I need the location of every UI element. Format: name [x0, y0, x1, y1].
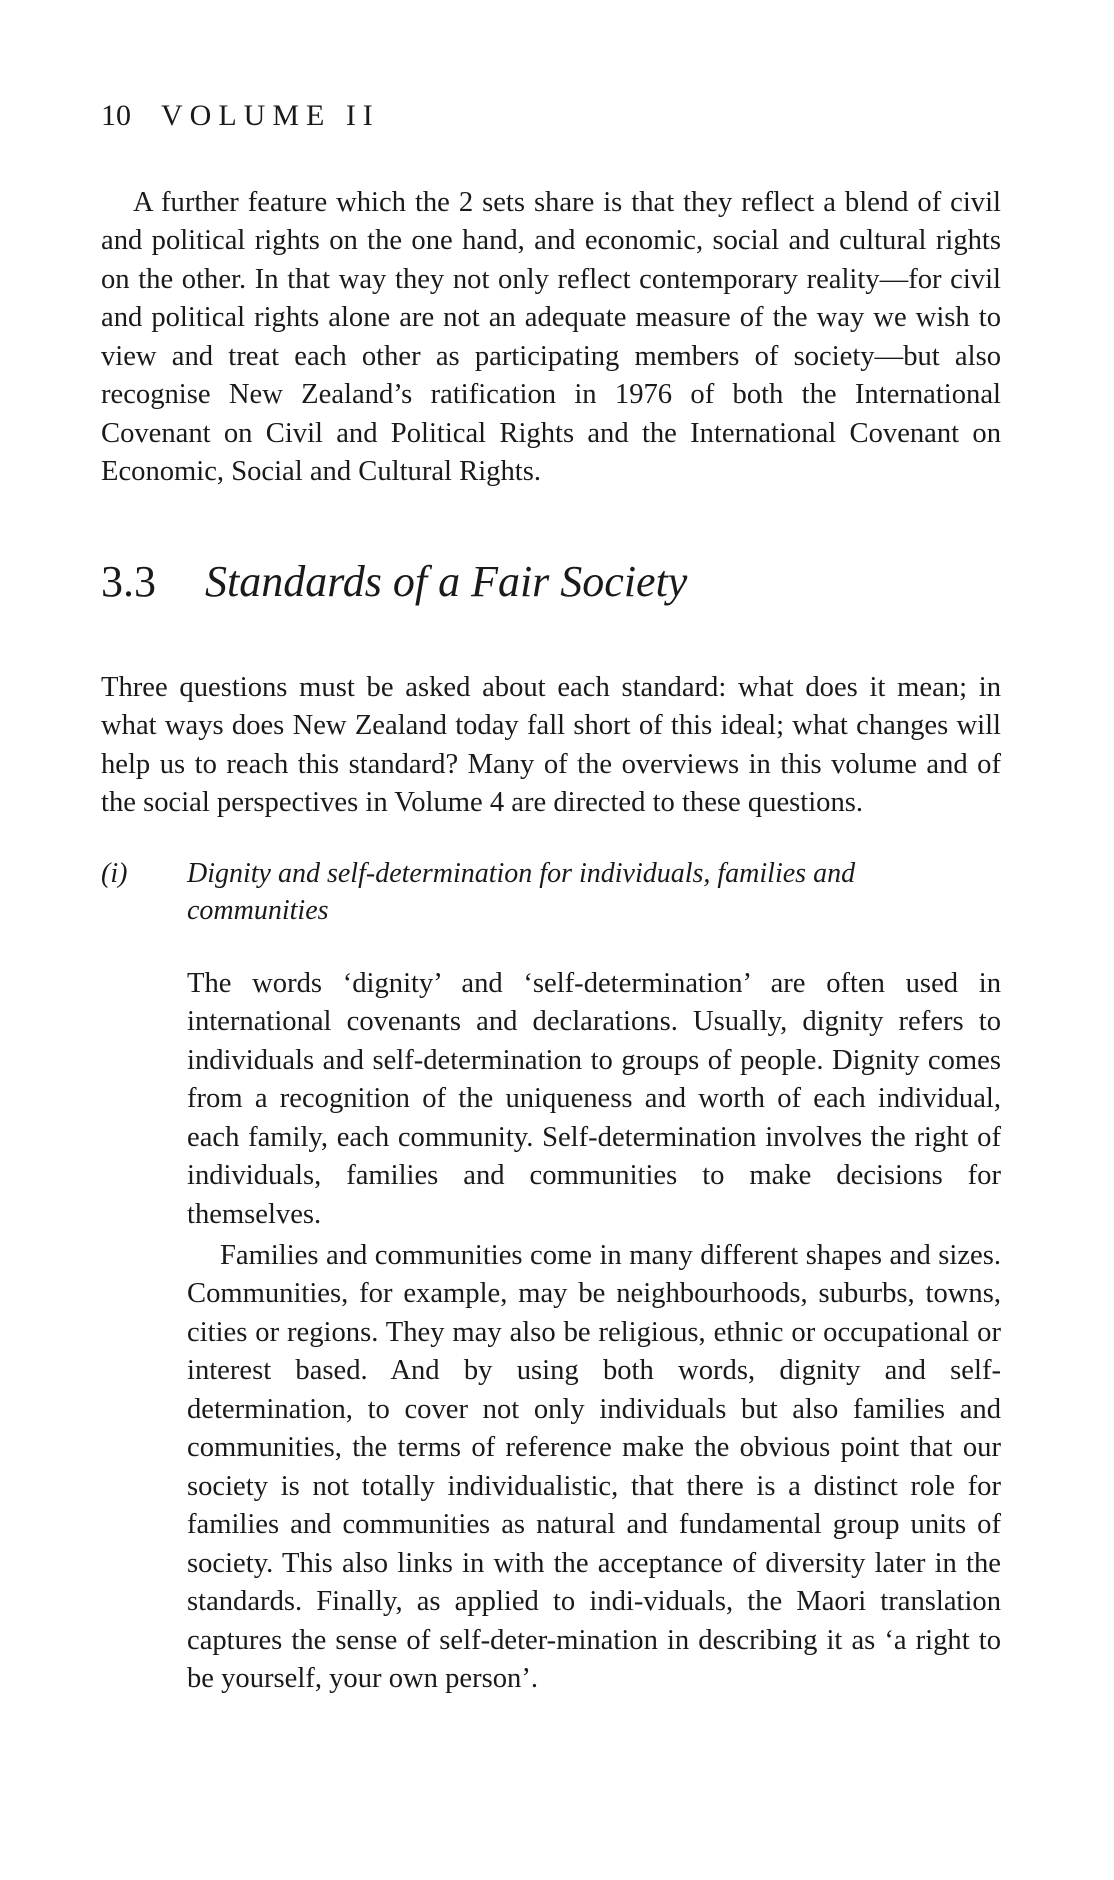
item-label: (i): [101, 858, 128, 889]
section-intro-paragraph: Three questions must be asked about each standard: what does it mean; in what ways does New Zealand today fall short of this ideal; what changes will help us to reach this standard? Many of the overviews in this volume and of the social perspectives in Volume 4 are directed to these questions.: [101, 671, 1001, 819]
page-number: 10: [101, 99, 131, 132]
running-head: [101, 96, 380, 136]
intro-paragraph: A further feature which the 2 sets share is that they reflect a blend of civil and political rights on the one hand, and economic, social and cultural rights on the other. In that way they not only reflect contemporary reality—for civil and political rights alone are not an adequate measure of the way we wish to view and treat each other as participating members of society—but also recognise New Zealand’s ratification in 1976 of both the International Covenant on Civil and Political Rights and the International Covenant on Economic, Social and Cultural Rights.: [101, 186, 1001, 488]
item-paragraph-2: Families and communities come in many different shapes and sizes. Communities, for example, may be neighbourhoods, suburbs, towns, cities or regions. They may also be religious, ethnic or occupational or interest based. And by using both words, dignity and self-determination, to cover not only individuals but also families and communities, the terms of reference make the obvious point that our society is not totally individualistic, that there is a distinct role for families and communities as natural and fundamental group units of society. This also links in with the acceptance of diversity later in the standards. Finally, as applied to indi-viduals, the Maori translation captures the sense of self-deter-mination in describing it as ‘a right to be yourself, your own person’.: [187, 1239, 1001, 1695]
volume-label: VOLUME II: [161, 99, 380, 132]
section-title: Standards of a Fair Society: [205, 557, 688, 606]
item-heading: Dignity and self-determination for individuals, families and communities: [187, 858, 856, 926]
section-heading: [101, 554, 687, 610]
item-paragraph-1: The words ‘dignity’ and ‘self-determination’ are often used in international covenants and declarations. Usually, dignity refers to individuals and self-determination to groups of people. Dignity comes from a recognition of the uniqueness and worth of each individual, each family, each community. Self-determination involves the right of individuals, families and communities to make decisions for themselves.: [187, 967, 1001, 1230]
section-number: 3.3: [101, 557, 156, 606]
